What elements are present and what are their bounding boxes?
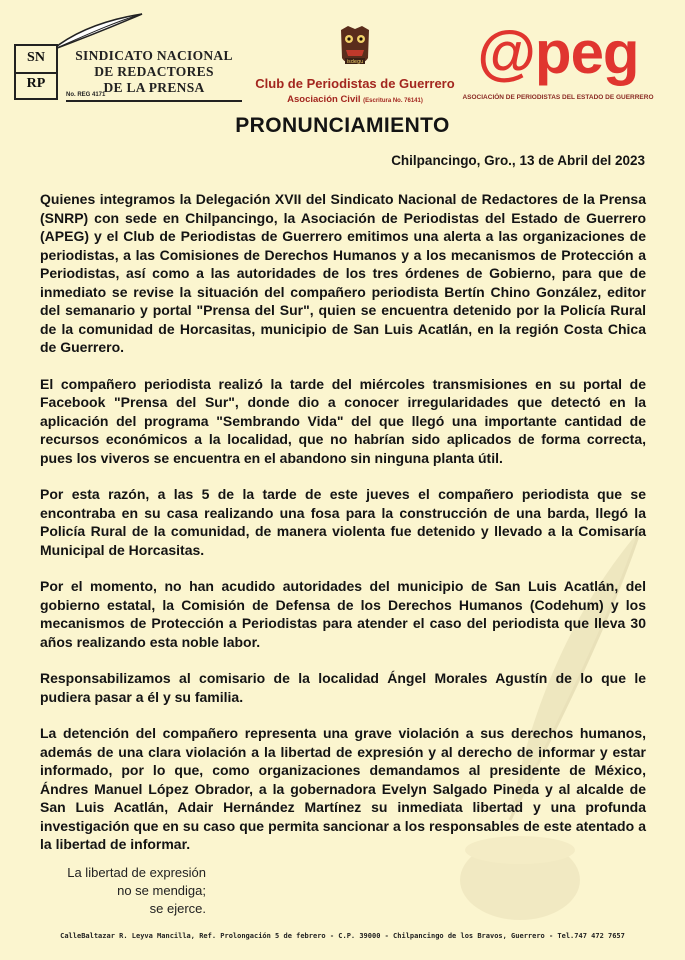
snrp-monogram-bottom: RP — [16, 72, 56, 92]
snrp-underline — [66, 100, 242, 102]
motto — [54, 864, 206, 918]
paragraph: Por el momento, no han acudido autoridades del municipio de San Luis Acatlán, del gobierno estatal, la Comisión de Defensa de los Derechos Humanos (Codehum) y los mecanismos de Protección a Periodistas para atender el caso del periodista que lleva 30 años realizando esta noble labor. — [40, 578, 646, 650]
paragraph: Quienes integramos la Delegación XVII del Sindicato Nacional de Redactores de la Prensa (SNRP) con sede en Chilpancingo, la Asociación de Periodistas del Estado de Guerrero (APEG) y el Club de Periodistas de Guerrero emitimos una alerta a las organizaciones de periodistas, a las Comisiones de Derechos Humanos y a los mecanismos de Protección a Periodistas, así como a las autoridades de los tres órdenes de Gobierno, para que de inmediato se revise la situación del compañero periodista Bertín Chino González, editor del semanario y portal "Prensa del Sur", quien se encuentra detenido por la Policía Rural de la comunidad de Horcasitas, municipio de San Luis Acatlán, en la región Costa Chica de Guerrero. — [40, 191, 646, 355]
snrp-name — [66, 48, 242, 96]
club-subtitle-line — [250, 94, 460, 105]
snrp-registration: No. REG 4171 — [66, 92, 106, 98]
paragraph: La detención del compañero representa una grave violación a sus derechos humanos, además de una clara violación a la libertad de expresión y al derecho de informar y estar informado, por lo que, como organizaciones demandamos al presidente de México, Ándres Manuel López Obrador, a la gobernadora Evelyn Salgado Pineda y al alcalde de San Luis Acatlán, Adair Hernández Martínez su inmediata libertad y una profunda investigación que en su caso que permita sancionar a los responsables de este atentado a la libertad de informar. — [40, 725, 646, 852]
quill-icon — [44, 12, 144, 52]
jaguar-mask-icon — [338, 24, 372, 68]
club-subtitle: Asociación Civil — [287, 94, 361, 105]
letterhead — [0, 0, 685, 110]
apeg-logotype: @peg — [477, 19, 639, 86]
snrp-name-line1: SINDICATO NACIONAL — [75, 48, 233, 63]
motto-line: se ejerce. — [149, 901, 206, 916]
snrp-monogram — [14, 44, 58, 100]
apeg-subtitle: ASOCIACIÓN DE PERIODISTAS DEL ESTADO DE GUERRERO — [462, 94, 654, 101]
club-deed: (Escritura No. 76141) — [363, 98, 423, 104]
mask-label: isdegu — [346, 59, 364, 65]
club-name: Club de Periodistas de Guerrero — [255, 76, 455, 91]
document-title: PRONUNCIAMIENTO — [235, 114, 450, 137]
paragraph: Por esta razón, a las 5 de la tarde de este jueves el compañero periodista que se encontraba en su casa realizando una fosa para la construcción de una barda, llegó la Policía Rural de la comunidad, de manera violenta fue detenido y llevado a la Comisaría Municipal de Horcasitas. — [40, 486, 646, 558]
snrp-logo — [14, 12, 242, 104]
document-date: Chilpancingo, Gro., 13 de Abril del 2023 — [391, 153, 645, 168]
snrp-name-line3: DE LA PRENSA — [103, 80, 205, 95]
motto-line: no se mendiga; — [117, 883, 206, 898]
apeg-logo — [458, 19, 658, 110]
motto-line: La libertad de expresión — [67, 865, 206, 880]
snrp-name-line2: DE REDACTORES — [94, 64, 214, 79]
paragraph: Responsabilizamos al comisario de la localidad Ángel Morales Agustín de lo que le pudiera pasar a él y su familia. — [40, 670, 646, 705]
club-logo — [250, 20, 460, 108]
document-body — [40, 190, 646, 872]
footer-address: CalleBaltazar R. Leyva Mancilla, Ref. Prolongación 5 de febrero - C.P. 39000 - Chilpancingo de los Bravos, Guerrero - Tel.747 472 7657 — [60, 932, 625, 940]
snrp-monogram-top: SN — [27, 50, 45, 65]
paragraph: El compañero periodista realizó la tarde del miércoles transmisiones en su portal de Facebook "Prensa del Sur", donde dio a conocer irregularidades que detectó en la aplicación del programa "Sembrando Vida" del que llegó una importante cantidad de recursos económicos a la localidad, que no habrían sido aplicados de forma correcta, pues los viveros se encuentra en el abandono sin ninguna planta útil. — [40, 375, 646, 466]
